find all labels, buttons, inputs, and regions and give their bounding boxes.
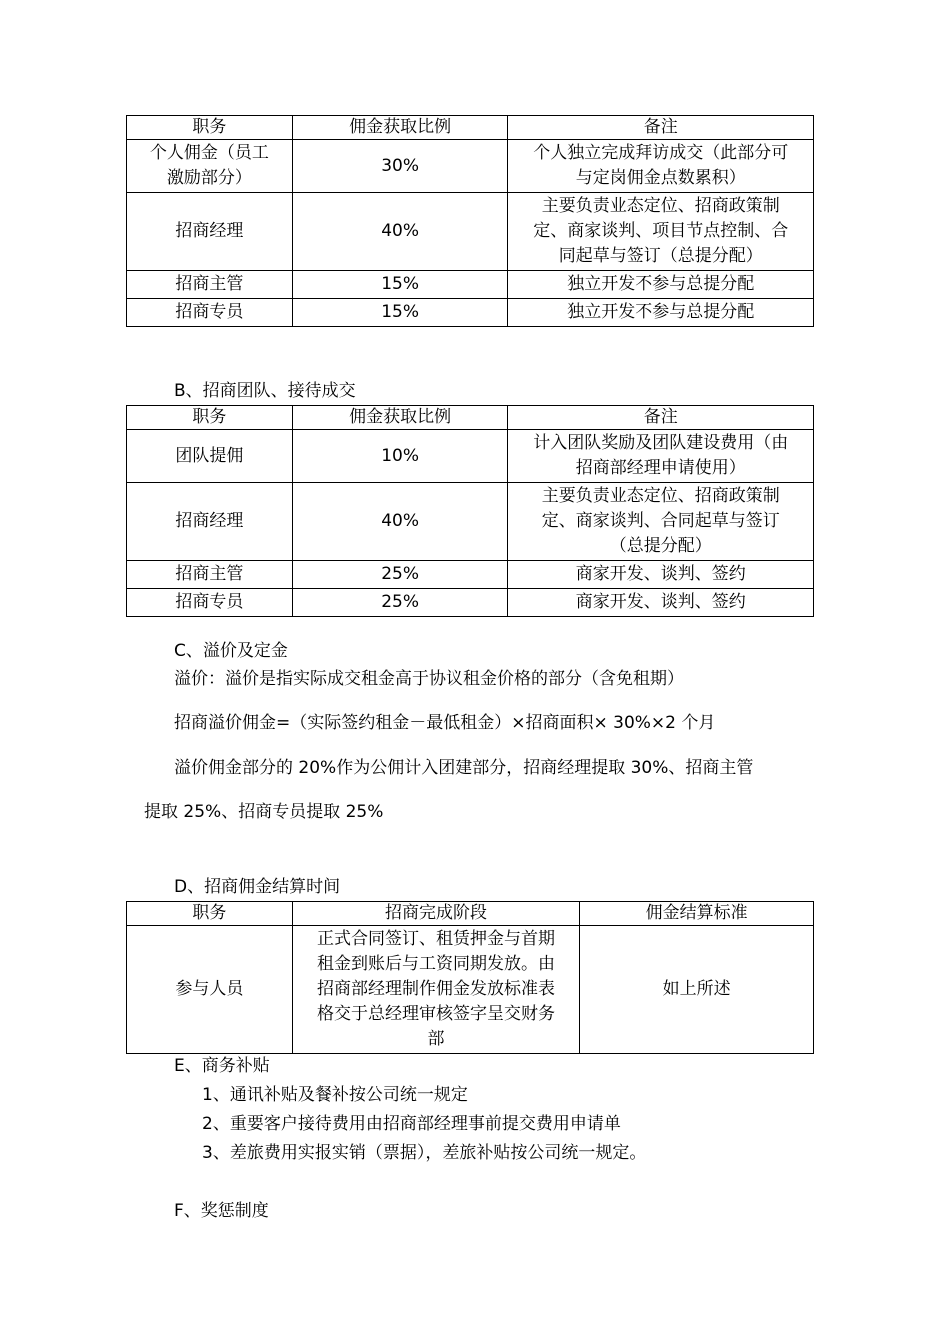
note-cell — [508, 483, 814, 561]
stage-line: 部 — [427, 1029, 445, 1049]
stage-line: 格交于总经理审核签字呈交财务 — [317, 1004, 556, 1024]
note-line: 主要负责业态定位、招商政策制 — [541, 486, 780, 506]
ratio-cell: 40% — [292, 483, 508, 561]
note-cell — [508, 140, 814, 193]
note-line: （总提分配） — [609, 536, 712, 556]
note-cell: 独立开发不参与总提分配 — [508, 299, 814, 327]
section-c-title: C、溢价及定金 — [174, 641, 288, 661]
role-cell: 招商专员 — [127, 299, 293, 327]
note-cell — [508, 430, 814, 483]
note-cell — [508, 193, 814, 271]
commission-table-a — [126, 115, 814, 327]
stage-line: 正式合同签订、租赁押金与首期 — [317, 929, 556, 949]
header-standard: 佣金结算标准 — [580, 902, 814, 926]
role-cell: 招商专员 — [127, 589, 293, 617]
ratio-cell: 25% — [292, 561, 508, 589]
table-header-row — [127, 116, 814, 140]
role-cell: 招商主管 — [127, 561, 293, 589]
ratio-cell: 10% — [292, 430, 508, 483]
premium-formula: 招商溢价佣金=（实际签约租金－最低租金）×招商面积× 30%×2 个月 — [174, 713, 716, 733]
table-row — [127, 589, 814, 617]
header-note: 备注 — [508, 116, 814, 140]
note-line: 个人独立完成拜访成交（此部分可 — [533, 143, 789, 163]
premium-distribution-line1: 溢价佣金部分的 20%作为公佣计入团建部分，招商经理提取 30%、招商主管 — [174, 758, 754, 778]
section-f-title: F、奖惩制度 — [174, 1201, 269, 1221]
role-cell: 招商经理 — [127, 483, 293, 561]
header-note: 备注 — [508, 406, 814, 430]
table-row — [127, 561, 814, 589]
table-row — [127, 483, 814, 561]
header-role: 职务 — [127, 406, 293, 430]
stage-cell — [292, 926, 580, 1054]
commission-table-b — [126, 405, 814, 617]
section-e-title: E、商务补贴 — [174, 1056, 270, 1076]
note-line: 与定岗佣金点数累积） — [575, 168, 746, 188]
premium-definition: 溢价：溢价是指实际成交租金高于协议租金价格的部分（含免租期） — [174, 669, 684, 689]
stage-line: 招商部经理制作佣金发放标准表 — [317, 979, 556, 999]
ratio-cell: 25% — [292, 589, 508, 617]
header-ratio: 佣金获取比例 — [292, 406, 508, 430]
note-line: 招商部经理申请使用） — [575, 458, 746, 478]
role-line: 激励部分） — [166, 168, 252, 188]
table-header-row — [127, 902, 814, 926]
ratio-cell: 40% — [292, 193, 508, 271]
note-line: 同起草与签订（总提分配） — [558, 246, 763, 266]
role-cell: 团队提佣 — [127, 430, 293, 483]
list-item: 3、差旅费用实报实销（票据），差旅补贴按公司统一规定。 — [202, 1143, 647, 1163]
note-cell: 独立开发不参与总提分配 — [508, 271, 814, 299]
standard-cell: 如上所述 — [580, 926, 814, 1054]
note-line: 主要负责业态定位、招商政策制 — [541, 196, 780, 216]
section-b-title: B、招商团队、接待成交 — [174, 381, 356, 401]
table-row — [127, 926, 814, 1054]
table-row — [127, 271, 814, 299]
ratio-cell: 15% — [292, 271, 508, 299]
note-cell: 商家开发、谈判、签约 — [508, 561, 814, 589]
header-ratio: 佣金获取比例 — [292, 116, 508, 140]
stage-line: 租金到账后与工资同期发放。由 — [317, 954, 556, 974]
ratio-cell: 30% — [292, 140, 508, 193]
header-role: 职务 — [127, 902, 293, 926]
section-d-title: D、招商佣金结算时间 — [174, 877, 341, 897]
note-line: 计入团队奖励及团队建设费用（由 — [533, 433, 789, 453]
note-cell: 商家开发、谈判、签约 — [508, 589, 814, 617]
role-cell: 招商主管 — [127, 271, 293, 299]
table-row — [127, 430, 814, 483]
table-row — [127, 299, 814, 327]
note-line: 定、商家谈判、合同起草与签订 — [541, 511, 780, 531]
role-line: 个人佣金（员工 — [149, 143, 269, 163]
header-stage: 招商完成阶段 — [292, 902, 580, 926]
premium-distribution-line2: 提取 25%、招商专员提取 25% — [144, 802, 384, 822]
role-cell: 招商经理 — [127, 193, 293, 271]
header-role: 职务 — [127, 116, 293, 140]
list-item: 2、重要客户接待费用由招商部经理事前提交费用申请单 — [202, 1114, 621, 1134]
ratio-cell: 15% — [292, 299, 508, 327]
role-cell — [127, 140, 293, 193]
list-item: 1、通讯补贴及餐补按公司统一规定 — [202, 1085, 468, 1105]
table-header-row — [127, 406, 814, 430]
role-cell: 参与人员 — [127, 926, 293, 1054]
note-line: 定、商家谈判、项目节点控制、合 — [533, 221, 789, 241]
table-row — [127, 140, 814, 193]
table-row — [127, 193, 814, 271]
settlement-table — [126, 901, 814, 1054]
